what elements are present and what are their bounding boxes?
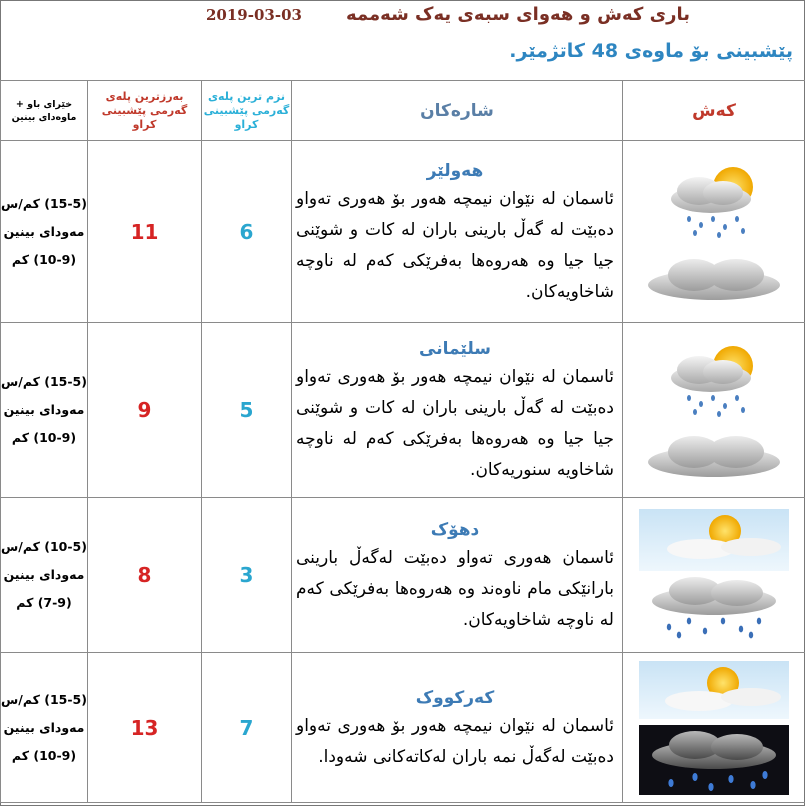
visibility-label: مەودای بینین	[3, 719, 85, 735]
table-row	[1, 498, 805, 653]
weather-icons-cell	[623, 323, 805, 498]
city-description-cell	[292, 653, 623, 803]
header-row	[1, 81, 805, 141]
max-temp-cell: 9	[88, 323, 202, 498]
sun-cloud-rain-icon	[649, 161, 779, 241]
weather-icons-cell	[623, 498, 805, 653]
visibility-range: (10-9) کم	[11, 747, 77, 763]
wind-speed: (15-5) کم/س	[1, 691, 87, 707]
weather-description: ئاسمان لە نێوان نیمچە هەور بۆ هەوری تەواو دەبێت لەگەڵ نمە باران لەکاتەکانی شەودا.	[296, 715, 614, 767]
city-name: سلێمانی	[419, 339, 491, 359]
max-temp-cell: 13	[88, 653, 202, 803]
min-temp-cell: 3	[202, 498, 292, 653]
visibility-label: مەودای بینین	[3, 567, 85, 582]
forecast-date: 2019-03-03	[206, 6, 302, 24]
wind-visibility-cell	[1, 141, 88, 323]
cloud-icon	[644, 430, 784, 480]
min-temp-cell: 7	[202, 653, 292, 803]
visibility-label: مەودای بینین	[3, 402, 85, 417]
dark-cloud-rain-icon	[639, 725, 789, 795]
forecast-table	[0, 80, 805, 803]
min-temp-cell: 5	[202, 323, 292, 498]
wind-visibility-cell	[1, 323, 88, 498]
wind-speed: (15-5) کم/س	[1, 195, 87, 211]
max-temp-cell: 11	[88, 141, 202, 323]
column-header-wind: خێرای باو + ماوەدای بینین	[1, 81, 88, 141]
city-description-cell	[292, 323, 623, 498]
cloud-rain-icon	[639, 575, 789, 641]
wind-speed: (15-5) کم/س	[1, 374, 87, 389]
visibility-range: (10-9) کم	[11, 430, 77, 445]
sun-cloud-rain-icon	[649, 340, 779, 420]
wind-speed: (10-5) کم/س	[1, 539, 87, 554]
wind-visibility-cell	[1, 653, 88, 803]
weather-description: ئاسمان لە نێوان نیمچە هەور بۆ هەوری تەواو دەبێت لە گەڵ بارینی باران لە کات و شوێنی جیا جیا وە هەروەها بەفرێکی کەم لە ناوچە شاخاویەکان.	[296, 188, 614, 302]
city-name: دهۆک	[430, 519, 480, 540]
column-header-min-temp: نزم ترین پلەی گەرمی پێشبینی کراو	[202, 81, 292, 141]
city-description-cell	[292, 498, 623, 653]
weather-icons-cell	[623, 653, 805, 803]
page-subtitle: پێشبینی بۆ ماوەی 48 کاتژمێر.	[509, 40, 793, 62]
weather-description: ئاسمان هەوری تەواو دەبێت لەگەڵ بارینی بارانێکی مام ناوەند وە هەروەها بەفرێکی کەم لە ناوچە شاخاویەکان.	[296, 547, 614, 630]
column-header-cities: شارەکان	[292, 81, 623, 141]
sun-cloud-icon	[639, 661, 789, 719]
visibility-range: (7-9) کم	[16, 595, 72, 610]
wind-visibility-cell	[1, 498, 88, 653]
page-title: باری کەش و هەوای سبەی یەک شەممە	[346, 4, 690, 25]
weather-description: ئاسمان لە نێوان نیمچە هەور بۆ هەوری تەواو دەبێت لە گەڵ بارینی باران لە کات و شوێنی جیا جیا وە هەروەها بەفرێکی کەم لە ناوچە شاخاویە سنوریەکان.	[296, 367, 614, 480]
table-row	[1, 323, 805, 498]
column-header-weather: کەش	[623, 81, 805, 141]
cloud-icon	[644, 253, 784, 303]
weather-icons-cell	[623, 141, 805, 323]
column-header-max-temp: بەرزترین پلەی گەرمی پێشبینی کراو	[88, 81, 202, 141]
city-description-cell	[292, 141, 623, 323]
city-name: هەولێر	[426, 160, 484, 181]
min-temp-cell: 6	[202, 141, 292, 323]
visibility-label: مەودای بینین	[3, 223, 85, 239]
max-temp-cell: 8	[88, 498, 202, 653]
visibility-range: (10-9) کم	[11, 251, 77, 267]
city-name: کەرکووک	[415, 687, 495, 708]
sun-cloud-icon	[639, 509, 789, 571]
table-row	[1, 653, 805, 803]
table-row	[1, 141, 805, 323]
